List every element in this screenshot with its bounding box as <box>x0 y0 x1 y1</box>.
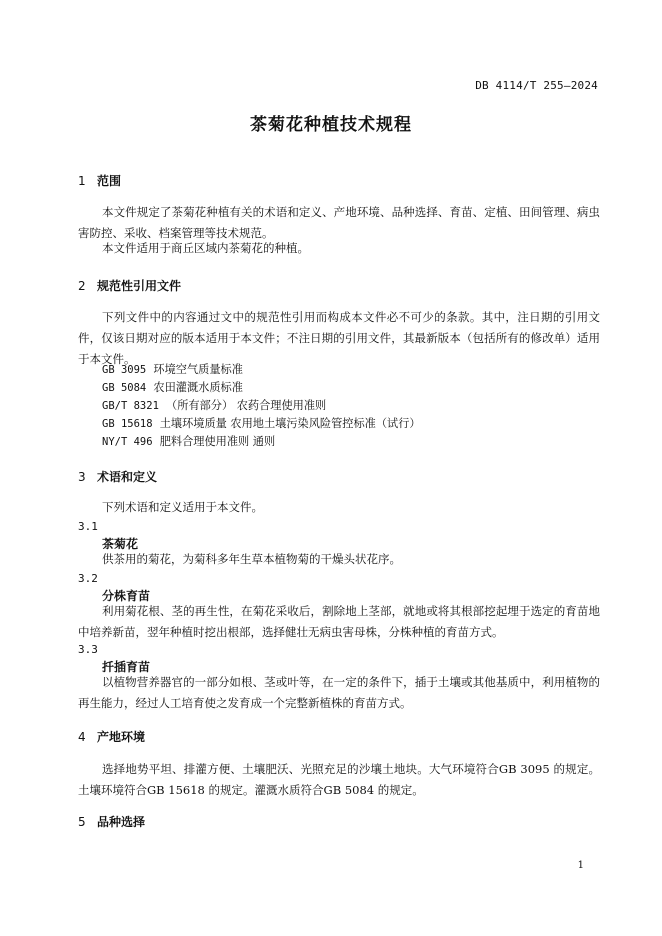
section-title: 规范性引用文件 <box>97 279 182 293</box>
section-number: 4 <box>78 730 86 744</box>
section-number: 5 <box>78 815 86 829</box>
section-title: 范围 <box>97 174 122 188</box>
section-heading-environment <box>78 728 145 745</box>
section-number: 1 <box>78 174 86 188</box>
term-number: 3.3 <box>78 643 98 656</box>
reference-name: 农田灌溉水质标准 <box>153 381 243 394</box>
reference-name: 肥料合理使用准则 通则 <box>159 435 276 448</box>
term-definition: 供茶用的菊花，为菊科多年生草本植物菊的干燥头状花序。 <box>102 552 401 566</box>
section-title: 品种选择 <box>97 815 146 829</box>
term-definition: 利用菊花根、茎的再生性，在菊花采收后，割除地上茎部，就地或将其根部挖起埋于选定的育苗地中培养新苗，翌年种植时挖出根部，选择健壮无病虫害母株，分株种植的育苗方式。 <box>78 604 600 639</box>
environment-paragraph: 选择地势平坦、排灌方便、土壤肥沃、光照充足的沙壤土地块。大气环境符合GB 3095 的规定。土壤环境符合GB 15618 的规定。灌溉水质符合GB 5084 的规定。 <box>78 762 600 797</box>
reference-item <box>102 431 275 453</box>
reference-code: GB 3095 <box>102 364 147 376</box>
section-number: 2 <box>78 279 86 293</box>
reference-code: GB 5084 <box>102 382 147 394</box>
section-heading-terms <box>78 468 157 485</box>
scope-paragraph-2: 本文件适用于商丘区域内茶菊花的种植。 <box>102 241 309 255</box>
reference-code: NY/T 496 <box>102 436 153 448</box>
reference-name: 环境空气质量标准 <box>153 363 243 376</box>
standard-number: DB 4114/T 255—2024 <box>475 79 598 92</box>
reference-name: 土壤环境质量 农用地土壤污染风险管控标准（试行） <box>159 417 421 430</box>
document-title: 茶菊花种植技术规程 <box>250 115 412 135</box>
section-title: 术语和定义 <box>97 470 158 484</box>
reference-code: GB/T 8321 <box>102 400 159 412</box>
term-name: 茶菊花 <box>102 537 139 551</box>
reference-code: GB 15618 <box>102 418 153 430</box>
references-paragraph: 下列文件中的内容通过文中的规范性引用而构成本文件必不可少的条款。其中，注日期的引用文件，仅该日期对应的版本适用于本文件；不注日期的引用文件，其最新版本（包括所有的修改单）适用于本文件。 <box>78 310 600 366</box>
section-title: 产地环境 <box>97 730 146 744</box>
term-definition: 以植物营养器官的一部分如根、茎或叶等，在一定的条件下，插于土壤或其他基质中，利用植物的再生能力，经过人工培育使之发育成一个完整新植株的育苗方式。 <box>78 675 600 710</box>
section-heading-variety <box>78 813 145 830</box>
term-number: 3.2 <box>78 572 98 585</box>
terms-intro: 下列术语和定义适用于本文件。 <box>102 500 263 514</box>
term-name: 扦插育苗 <box>102 660 151 674</box>
section-number: 3 <box>78 470 86 484</box>
scope-paragraph-1: 本文件规定了茶菊花种植有关的术语和定义、产地环境、品种选择、育苗、定植、田间管理、病虫害防控、采收、档案管理等技术规范。 <box>78 205 600 240</box>
section-heading-normative-references <box>78 277 181 294</box>
section-heading-scope <box>78 172 121 189</box>
term-name: 分株育苗 <box>102 589 151 603</box>
page-number: 1 <box>577 860 584 871</box>
term-number: 3.1 <box>78 520 98 533</box>
reference-name: （所有部分） 农药合理使用准则 <box>166 399 327 412</box>
